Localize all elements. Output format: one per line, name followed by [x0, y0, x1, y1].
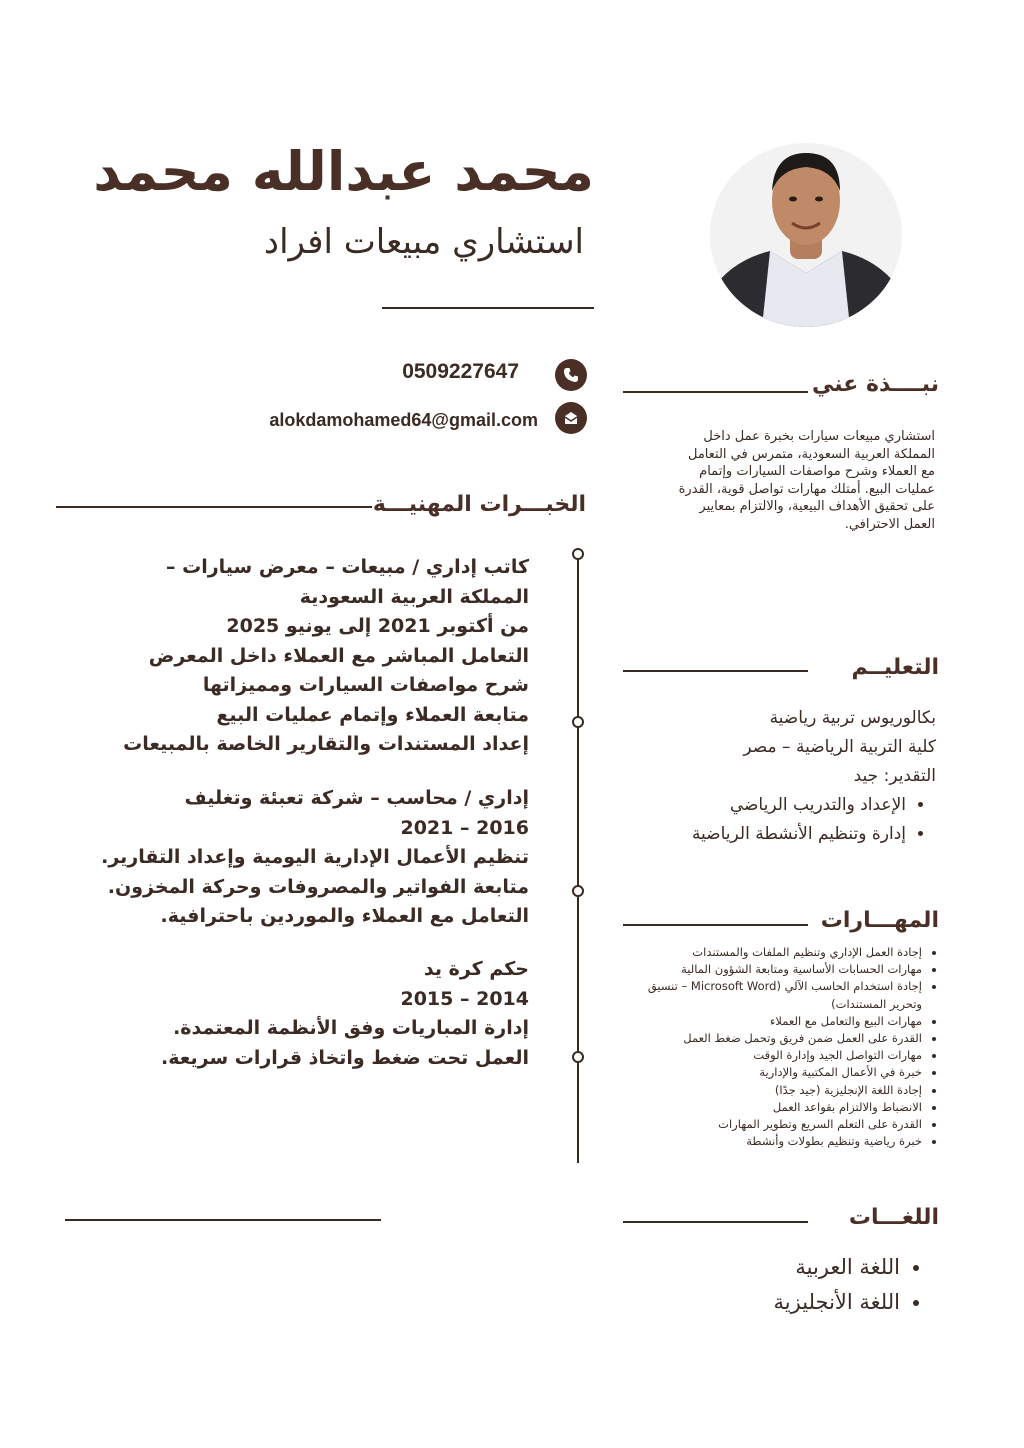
experience-job-1: [89, 553, 529, 760]
job-line: المملكة العربية السعودية: [299, 585, 529, 608]
education-divider: [623, 670, 808, 672]
education-heading: التعليــم: [851, 655, 939, 680]
list-item: • إدارة وتنظيم الأنشطة الرياضية: [616, 820, 906, 849]
envelope-icon: [555, 402, 587, 434]
list-item: • القدرة على العمل ضمن فريق وتحمل ضغط العمل: [640, 1030, 922, 1047]
job-line: إعداد المستندات والتقارير الخاصة بالمبيعات: [123, 733, 529, 755]
header-divider: [382, 307, 594, 309]
person-photo-icon: [710, 143, 902, 327]
education-list: [616, 791, 936, 849]
profile-photo: [710, 143, 902, 327]
list-item: • مهارات الحسابات الأساسية ومتابعة الشؤون المالية: [640, 961, 922, 978]
about-heading: نبــــذة عني: [812, 372, 939, 397]
experience-heading: الخبـــرات المهنيـــة: [372, 492, 586, 517]
phone-icon: [555, 359, 587, 391]
languages-block: [664, 1250, 924, 1320]
experience-job-2: [89, 784, 529, 932]
timeline-dot: [572, 716, 584, 728]
timeline-dot: [572, 885, 584, 897]
list-item: • القدرة على التعلم السريع وتطوير المهارات: [640, 1116, 922, 1133]
education-block: [616, 704, 936, 849]
languages-heading: اللغـــات: [848, 1205, 939, 1230]
job-line: 2016 – 2021: [400, 816, 529, 839]
resume-job-title: استشاري مبيعات افراد: [263, 222, 584, 262]
education-college: كلية التربية الرياضية – مصر: [743, 737, 936, 757]
list-item: • اللغة العربية: [664, 1250, 900, 1285]
job-line: متابعة الفواتير والمصروفات وحركة المخزون.: [107, 875, 529, 898]
job-line: متابعة العملاء وإتمام عمليات البيع: [216, 703, 529, 726]
list-item: • مهارات التواصل الجيد وإدارة الوقت: [640, 1047, 922, 1064]
job-line: 2014 – 2015: [400, 987, 529, 1010]
job-line: حكم كرة يد: [423, 958, 529, 980]
list-item: • اللغة الأنجليزية: [664, 1285, 900, 1320]
job-line: كاتب إداري / مبيعات – معرض سيارات –: [165, 556, 529, 578]
job-line: تنظيم الأعمال الإدارية اليومية وإعداد التقارير.: [101, 846, 529, 868]
skills-divider: [623, 924, 808, 926]
job-line: التعامل المباشر مع العملاء داخل المعرض: [148, 644, 529, 667]
timeline-dot: [572, 1051, 584, 1063]
skills-list: [640, 944, 940, 1150]
job-line: التعامل مع العملاء والموردين باحترافية.: [160, 905, 529, 927]
languages-list: [664, 1250, 924, 1320]
experience-divider: [56, 506, 372, 508]
about-text: استشاري مبيعات سيارات بخبرة عمل داخل المملكة العربية السعودية، متمرس في التعامل مع العملاء وشرح مواصفات السيارات وإتمام عمليات البيع. أمتلك مهارات تواصل قوية، القدرة على تحقيق الأهداف البيعية، والالتزام بمعايير العمل الاحترافي.: [678, 429, 935, 532]
job-line: من أكتوبر 2021 إلى يونيو 2025: [226, 615, 529, 637]
list-item: • إجادة العمل الإداري وتنظيم الملفات والمستندات: [640, 944, 922, 961]
skills-heading: المهـــارات: [820, 908, 939, 933]
list-item: • مهارات البيع والتعامل مع العملاء: [640, 1013, 922, 1030]
languages-divider: [623, 1221, 808, 1223]
resume-name: محمد عبدالله محمد: [93, 140, 594, 203]
email-address[interactable]: alokdamohamed64@gmail.com: [269, 410, 538, 430]
list-item: • خبرة في الأعمال المكتبية والإدارية: [640, 1064, 922, 1081]
job-line: إدارة المباريات وفق الأنظمة المعتمدة.: [173, 1017, 529, 1039]
job-line: إداري / محاسب – شركة تعبئة وتغليف: [184, 787, 529, 809]
list-item: • الانضباط والالتزام بقواعد العمل: [640, 1099, 922, 1116]
timeline-line: [577, 548, 579, 1163]
education-grade: التقدير: جيد: [853, 766, 936, 786]
job-line: شرح مواصفات السيارات ومميزاتها: [202, 674, 529, 696]
timeline-dot: [572, 548, 584, 560]
list-item: • إجادة استخدام الحاسب الآلي (Microsoft Word – تنسيق وتحرير المستندات): [640, 978, 922, 1012]
bottom-left-divider: [65, 1219, 381, 1221]
education-degree: بكالوريوس تربية رياضية: [769, 708, 936, 728]
phone-number[interactable]: 0509227647: [402, 360, 519, 383]
job-line: العمل تحت ضغط واتخاذ قرارات سريعة.: [161, 1046, 529, 1069]
skills-list-block: [640, 944, 940, 1150]
list-item: • إجادة اللغة الإنجليزية (جيد جدًا): [640, 1082, 922, 1099]
list-item: • الإعداد والتدريب الرياضي: [616, 791, 906, 820]
list-item: • خبرة رياضية وتنظيم بطولات وأنشطة: [640, 1133, 922, 1150]
experience-job-3: [89, 955, 529, 1073]
about-divider: [623, 391, 808, 393]
